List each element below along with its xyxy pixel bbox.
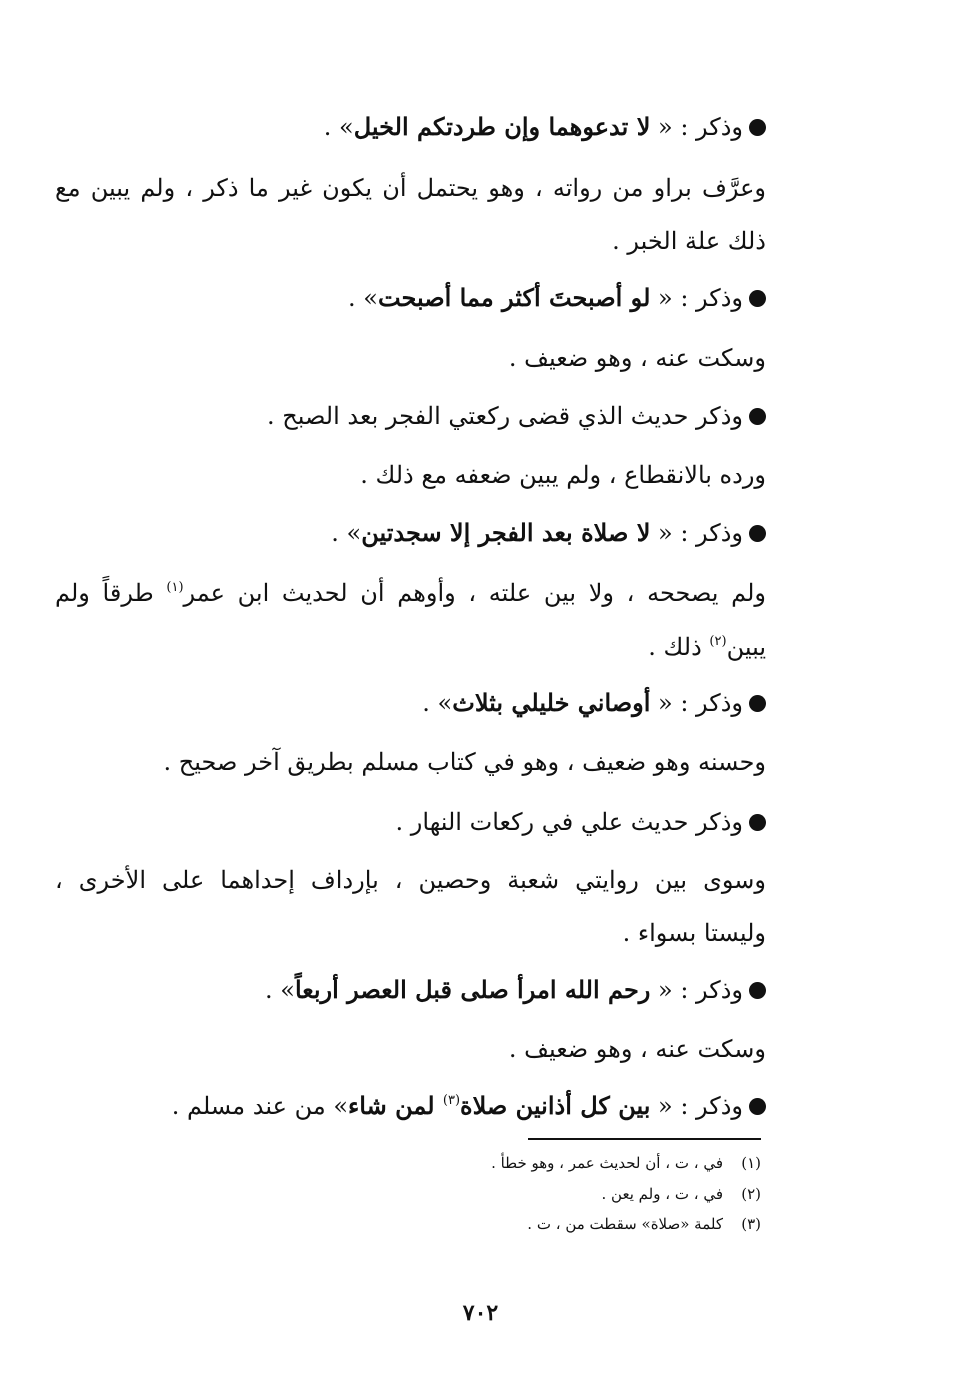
footnote-1: [491, 1152, 761, 1174]
entry-line-7: ورده بالانقطاع ، ولم يبين ضعفه مع ذلك .: [360, 461, 766, 489]
footnote-3: [527, 1213, 761, 1235]
footnote-number: (١): [741, 1154, 761, 1172]
entry-line-18: وذكر : « بين كل أذانين صلاة$^{(٣)}$ لمن شاء» من عند مسلم .: [172, 1090, 766, 1122]
footnote-divider: [528, 1138, 761, 1140]
footnote-text: كلمة «صلاة» سقطت من ، ت .: [527, 1215, 723, 1233]
bullet-icon: [749, 290, 766, 307]
quoted-hadith-continued: لمن شاء: [348, 1091, 443, 1120]
entry-line-11: وذكر : « أوصاني خليلي بثلاث» .: [422, 687, 766, 719]
entry-line-8: وذكر : « لا صلاة بعد الفجر إلا سجدتين» .: [331, 517, 766, 549]
bullet-icon: [749, 119, 766, 136]
quoted-hadith: لا صلاة بعد الفجر إلا سجدتين: [361, 518, 651, 547]
entry-line-3: ذلك علة الخبر .: [612, 227, 766, 255]
entry-line-9: ولم يصححه ، ولا بين علته ، وأوهم أن لحديث ابن عمر$^{(١)}$ طرقاً ولم: [55, 579, 767, 607]
footnote-text: في ، ت ، أن لحديث عمر ، وهو خطأ .: [491, 1154, 723, 1172]
quoted-hadith: لا تدعوهما وإن طردتكم الخيل: [353, 112, 651, 141]
footnote-ref-3: (٣): [442, 1093, 461, 1108]
entry-line-12: وحسنه وهو ضعيف ، وهو في كتاب مسلم بطريق آخر صحيح .: [163, 748, 766, 776]
quoted-hadith: بين كل أذانين صلاة: [460, 1091, 651, 1120]
footnote-2: [602, 1183, 761, 1205]
bullet-icon: [749, 982, 766, 999]
entry-line-13: وذكر حديث علي في ركعات النهار .: [396, 806, 766, 838]
quoted-hadith: أوصاني خليلي بثلاث: [452, 688, 651, 717]
entry-line-1: وذكر : « لا تدعوهما وإن طردتكم الخيل» .: [324, 111, 766, 143]
entry-line-10: يبين$^{(٢)}$ ذلك .: [648, 633, 766, 661]
entry-line-14: وسوى بين روايتي شعبة وحصين ، بإرداف إحداهما على الأخرى ،: [55, 866, 766, 894]
footnote-text: في ، ت ، ولم يعن .: [601, 1185, 723, 1203]
entry-line-6: وذكر حديث الذي قضى ركعتي الفجر بعد الصبح .: [267, 400, 766, 432]
quoted-hadith: لو أصبحتَ أكثر مما أصبحت: [377, 283, 651, 312]
footnote-number: (٣): [741, 1215, 761, 1233]
entry-line-4: وذكر : « لو أصبحتَ أكثر مما أصبحت» .: [348, 282, 766, 314]
bullet-icon: [749, 408, 766, 425]
footnote-ref-1: (١): [166, 580, 184, 595]
entry-line-16: وذكر : « رحم الله امرأ صلى قبل العصر أربعاً» .: [265, 974, 766, 1006]
entry-line-2: وعرَّف براو من رواته ، وهو يحتمل أن يكون غير ما ذكر ، ولم يبين مع: [55, 174, 766, 202]
footnote-number: (٢): [741, 1185, 761, 1203]
bullet-icon: [749, 814, 766, 831]
bullet-icon: [749, 525, 766, 542]
entry-line-5: وسكت عنه ، وهو ضعيف .: [508, 344, 766, 372]
bullet-icon: [749, 1098, 766, 1115]
entry-line-17: وسكت عنه ، وهو ضعيف .: [508, 1035, 766, 1063]
footnote-ref-2: (٢): [709, 634, 727, 649]
page-number: ٧٠٢: [462, 1300, 499, 1326]
quoted-hadith: رحم الله امرأ صلى قبل العصر أربعاً: [294, 975, 651, 1004]
entry-line-15: وليستا بسواء .: [622, 919, 766, 947]
bullet-icon: [749, 695, 766, 712]
